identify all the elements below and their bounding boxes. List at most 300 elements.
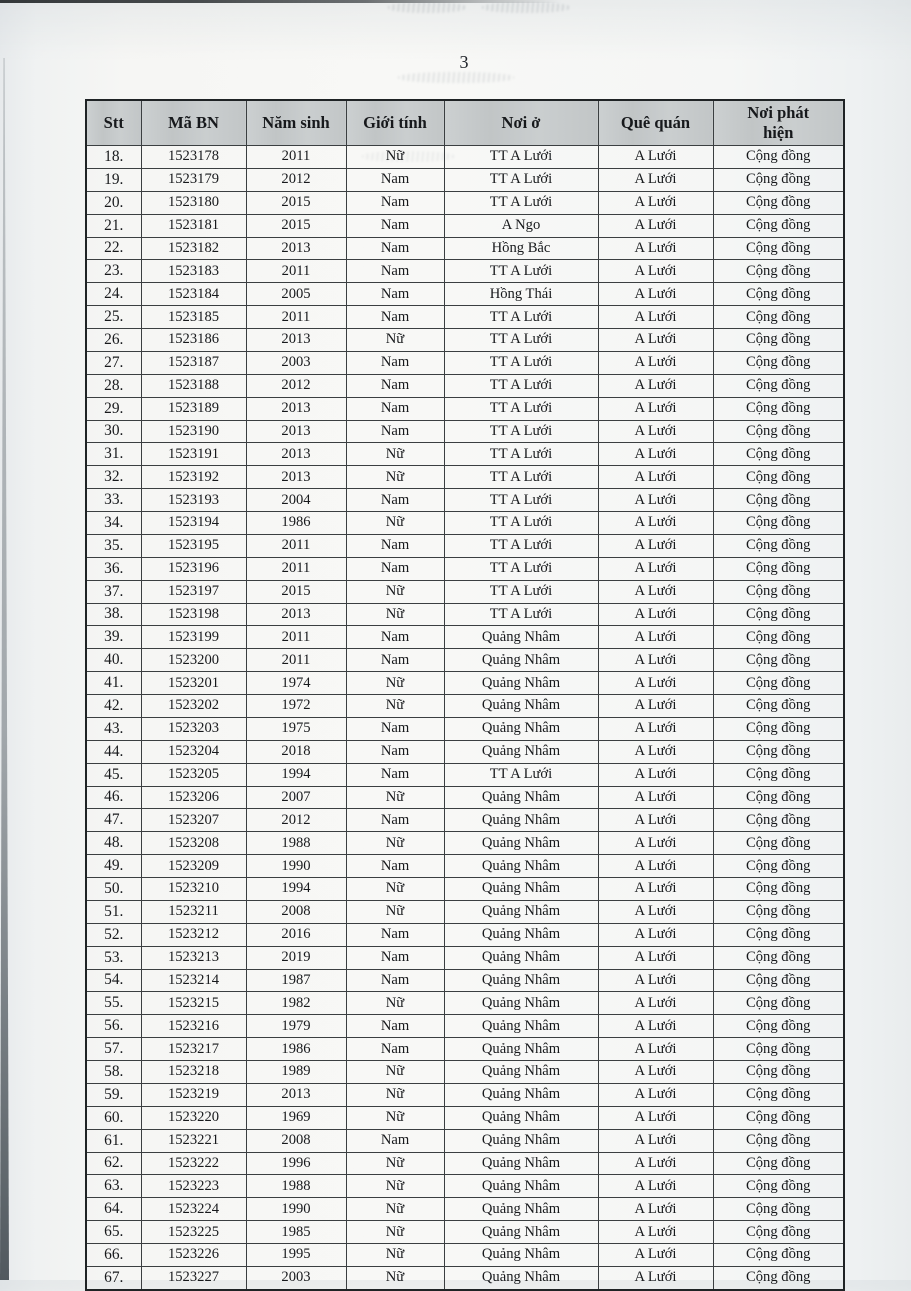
- cell-ma-bn: 1523200: [141, 649, 246, 672]
- cell-que-quan: A Lưới: [598, 260, 713, 283]
- cell-noi-phat-hien: Cộng đồng: [713, 534, 844, 557]
- cell-noi-phat-hien: Cộng đồng: [713, 489, 844, 512]
- cell-stt: 30.: [86, 420, 141, 443]
- cell-ma-bn: 1523195: [141, 534, 246, 557]
- cell-que-quan: A Lưới: [598, 1129, 713, 1152]
- cell-gioi-tinh: Nữ: [346, 1266, 444, 1289]
- cell-noi-o: Quảng Nhâm: [444, 786, 598, 809]
- cell-que-quan: A Lưới: [598, 946, 713, 969]
- cell-noi-phat-hien: Cộng đồng: [713, 649, 844, 672]
- cell-que-quan: A Lưới: [598, 740, 713, 763]
- cell-noi-phat-hien: Cộng đồng: [713, 855, 844, 878]
- cell-que-quan: A Lưới: [598, 329, 713, 352]
- cell-noi-phat-hien: Cộng đồng: [713, 717, 844, 740]
- cell-noi-o: Quảng Nhâm: [444, 900, 598, 923]
- cell-nam-sinh: 2012: [246, 168, 346, 191]
- cell-que-quan: A Lưới: [598, 237, 713, 260]
- cell-nam-sinh: 1988: [246, 1175, 346, 1198]
- cell-que-quan: A Lưới: [598, 512, 713, 535]
- cell-gioi-tinh: Nữ: [346, 1221, 444, 1244]
- cell-noi-o: TT A Lưới: [444, 557, 598, 580]
- cell-gioi-tinh: Nam: [346, 168, 444, 191]
- cell-nam-sinh: 2008: [246, 1129, 346, 1152]
- cell-gioi-tinh: Nam: [346, 420, 444, 443]
- cell-que-quan: A Lưới: [598, 717, 713, 740]
- cell-noi-o: TT A Lưới: [444, 512, 598, 535]
- cell-que-quan: A Lưới: [598, 969, 713, 992]
- table-row: [86, 443, 844, 466]
- cell-que-quan: A Lưới: [598, 603, 713, 626]
- col-header-nam-sinh: Năm sinh: [246, 100, 346, 146]
- cell-stt: 42.: [86, 695, 141, 718]
- cell-que-quan: A Lưới: [598, 832, 713, 855]
- cell-gioi-tinh: Nam: [346, 717, 444, 740]
- cell-noi-o: Quảng Nhâm: [444, 1266, 598, 1289]
- cell-stt: 37.: [86, 580, 141, 603]
- table-row: [86, 923, 844, 946]
- cell-nam-sinh: 2004: [246, 489, 346, 512]
- cell-noi-o: Quảng Nhâm: [444, 946, 598, 969]
- cell-ma-bn: 1523204: [141, 740, 246, 763]
- cell-noi-phat-hien: Cộng đồng: [713, 1015, 844, 1038]
- cell-que-quan: A Lưới: [598, 1015, 713, 1038]
- cell-stt: 63.: [86, 1175, 141, 1198]
- cell-que-quan: A Lưới: [598, 1061, 713, 1084]
- cell-noi-phat-hien: Cộng đồng: [713, 557, 844, 580]
- cell-gioi-tinh: Nam: [346, 214, 444, 237]
- cell-noi-phat-hien: Cộng đồng: [713, 397, 844, 420]
- cell-que-quan: A Lưới: [598, 580, 713, 603]
- cell-gioi-tinh: Nam: [346, 191, 444, 214]
- cell-gioi-tinh: Nữ: [346, 329, 444, 352]
- scan-artifact-top-edge-bar: [0, 0, 562, 3]
- cell-noi-phat-hien: Cộng đồng: [713, 1244, 844, 1267]
- cell-ma-bn: 1523205: [141, 763, 246, 786]
- cell-ma-bn: 1523222: [141, 1152, 246, 1175]
- cell-noi-o: A Ngo: [444, 214, 598, 237]
- cell-que-quan: A Lưới: [598, 443, 713, 466]
- cell-stt: 23.: [86, 260, 141, 283]
- cell-gioi-tinh: Nữ: [346, 900, 444, 923]
- table-row: [86, 1244, 844, 1267]
- cell-stt: 24.: [86, 283, 141, 306]
- cell-que-quan: A Lưới: [598, 992, 713, 1015]
- cell-gioi-tinh: Nam: [346, 237, 444, 260]
- cell-gioi-tinh: Nam: [346, 649, 444, 672]
- cell-stt: 25.: [86, 306, 141, 329]
- cell-que-quan: A Lưới: [598, 557, 713, 580]
- cell-noi-o: Quảng Nhâm: [444, 1221, 598, 1244]
- cell-ma-bn: 1523184: [141, 283, 246, 306]
- col-header-noi-o: Nơi ở: [444, 100, 598, 146]
- cell-stt: 67.: [86, 1266, 141, 1289]
- cell-noi-phat-hien: Cộng đồng: [713, 992, 844, 1015]
- cell-noi-o: TT A Lưới: [444, 351, 598, 374]
- cell-que-quan: A Lưới: [598, 786, 713, 809]
- cell-gioi-tinh: Nữ: [346, 443, 444, 466]
- cell-stt: 46.: [86, 786, 141, 809]
- cell-que-quan: A Lưới: [598, 695, 713, 718]
- cell-que-quan: A Lưới: [598, 351, 713, 374]
- cell-noi-phat-hien: Cộng đồng: [713, 626, 844, 649]
- cell-stt: 21.: [86, 214, 141, 237]
- table-row: [86, 214, 844, 237]
- cell-stt: 27.: [86, 351, 141, 374]
- cell-nam-sinh: 2015: [246, 214, 346, 237]
- table-row: [86, 1198, 844, 1221]
- table-row: [86, 992, 844, 1015]
- cell-noi-phat-hien: Cộng đồng: [713, 969, 844, 992]
- col-header-noi-phat-hien-label: Nơi phát hiện: [747, 102, 810, 142]
- cell-noi-phat-hien: Cộng đồng: [713, 900, 844, 923]
- cell-stt: 49.: [86, 855, 141, 878]
- cell-noi-phat-hien: Cộng đồng: [713, 420, 844, 443]
- cell-noi-phat-hien: Cộng đồng: [713, 878, 844, 901]
- cell-stt: 47.: [86, 809, 141, 832]
- table-row: [86, 946, 844, 969]
- cell-gioi-tinh: Nam: [346, 740, 444, 763]
- cell-noi-o: Quảng Nhâm: [444, 1152, 598, 1175]
- cell-ma-bn: 1523179: [141, 168, 246, 191]
- cell-noi-phat-hien: Cộng đồng: [713, 466, 844, 489]
- cell-noi-phat-hien: Cộng đồng: [713, 1129, 844, 1152]
- cell-gioi-tinh: Nữ: [346, 512, 444, 535]
- cell-nam-sinh: 2012: [246, 374, 346, 397]
- table-row: [86, 717, 844, 740]
- cell-nam-sinh: 2008: [246, 900, 346, 923]
- cell-noi-o: Quảng Nhâm: [444, 1083, 598, 1106]
- cell-stt: 56.: [86, 1015, 141, 1038]
- cell-que-quan: A Lưới: [598, 146, 713, 169]
- cell-gioi-tinh: Nam: [346, 1129, 444, 1152]
- cell-ma-bn: 1523185: [141, 306, 246, 329]
- cell-nam-sinh: 2016: [246, 923, 346, 946]
- cell-stt: 20.: [86, 191, 141, 214]
- cell-stt: 57.: [86, 1038, 141, 1061]
- cell-ma-bn: 1523217: [141, 1038, 246, 1061]
- cell-gioi-tinh: Nữ: [346, 672, 444, 695]
- cell-stt: 44.: [86, 740, 141, 763]
- cell-que-quan: A Lưới: [598, 1175, 713, 1198]
- cell-nam-sinh: 2011: [246, 146, 346, 169]
- cell-que-quan: A Lưới: [598, 1106, 713, 1129]
- cell-ma-bn: 1523209: [141, 855, 246, 878]
- cell-ma-bn: 1523220: [141, 1106, 246, 1129]
- cell-stt: 41.: [86, 672, 141, 695]
- cell-ma-bn: 1523202: [141, 695, 246, 718]
- cell-nam-sinh: 1986: [246, 512, 346, 535]
- cell-que-quan: A Lưới: [598, 900, 713, 923]
- cell-ma-bn: 1523227: [141, 1266, 246, 1289]
- table-row: [86, 855, 844, 878]
- cell-nam-sinh: 1987: [246, 969, 346, 992]
- cell-stt: 58.: [86, 1061, 141, 1084]
- cell-noi-phat-hien: Cộng đồng: [713, 443, 844, 466]
- cell-ma-bn: 1523192: [141, 466, 246, 489]
- cell-noi-phat-hien: Cộng đồng: [713, 214, 844, 237]
- cell-ma-bn: 1523223: [141, 1175, 246, 1198]
- table-row: [86, 1221, 844, 1244]
- cell-noi-o: Quảng Nhâm: [444, 695, 598, 718]
- cell-gioi-tinh: Nam: [346, 1038, 444, 1061]
- cell-nam-sinh: 2013: [246, 237, 346, 260]
- cell-noi-phat-hien: Cộng đồng: [713, 580, 844, 603]
- cell-stt: 45.: [86, 763, 141, 786]
- cell-nam-sinh: 1989: [246, 1061, 346, 1084]
- cell-noi-o: Quảng Nhâm: [444, 1198, 598, 1221]
- cell-noi-phat-hien: Cộng đồng: [713, 260, 844, 283]
- cell-stt: 32.: [86, 466, 141, 489]
- cell-nam-sinh: 2011: [246, 649, 346, 672]
- scan-artifact-smudge: [482, 2, 570, 13]
- cell-noi-phat-hien: Cộng đồng: [713, 1061, 844, 1084]
- cell-noi-phat-hien: Cộng đồng: [713, 1221, 844, 1244]
- cell-que-quan: A Lưới: [598, 168, 713, 191]
- cell-nam-sinh: 2015: [246, 191, 346, 214]
- cell-nam-sinh: 2018: [246, 740, 346, 763]
- cell-noi-o: TT A Lưới: [444, 489, 598, 512]
- cell-stt: 59.: [86, 1083, 141, 1106]
- cell-stt: 35.: [86, 534, 141, 557]
- cell-noi-o: Quảng Nhâm: [444, 626, 598, 649]
- col-header-que-quan: Quê quán: [598, 100, 713, 146]
- cell-nam-sinh: 2003: [246, 1266, 346, 1289]
- cell-noi-phat-hien: Cộng đồng: [713, 923, 844, 946]
- table-row: [86, 329, 844, 352]
- cell-noi-phat-hien: Cộng đồng: [713, 1198, 844, 1221]
- table-row: [86, 832, 844, 855]
- table-row: [86, 191, 844, 214]
- table-row: [86, 1129, 844, 1152]
- cell-stt: 53.: [86, 946, 141, 969]
- cell-noi-phat-hien: Cộng đồng: [713, 763, 844, 786]
- cell-noi-o: Quảng Nhâm: [444, 878, 598, 901]
- cell-que-quan: A Lưới: [598, 283, 713, 306]
- cell-stt: 36.: [86, 557, 141, 580]
- cell-stt: 28.: [86, 374, 141, 397]
- cell-gioi-tinh: Nữ: [346, 1083, 444, 1106]
- cell-que-quan: A Lưới: [598, 1198, 713, 1221]
- cell-nam-sinh: 2012: [246, 809, 346, 832]
- cell-noi-phat-hien: Cộng đồng: [713, 237, 844, 260]
- cell-noi-o: Hồng Bắc: [444, 237, 598, 260]
- cell-que-quan: A Lưới: [598, 855, 713, 878]
- cell-nam-sinh: 1990: [246, 855, 346, 878]
- cell-noi-phat-hien: Cộng đồng: [713, 1175, 844, 1198]
- table-row: [86, 512, 844, 535]
- cell-stt: 64.: [86, 1198, 141, 1221]
- cell-noi-phat-hien: Cộng đồng: [713, 1266, 844, 1289]
- cell-que-quan: A Lưới: [598, 191, 713, 214]
- cell-gioi-tinh: Nam: [346, 351, 444, 374]
- cell-noi-phat-hien: Cộng đồng: [713, 946, 844, 969]
- cell-stt: 34.: [86, 512, 141, 535]
- cell-ma-bn: 1523214: [141, 969, 246, 992]
- cell-ma-bn: 1523182: [141, 237, 246, 260]
- cell-nam-sinh: 1979: [246, 1015, 346, 1038]
- scan-artifact-smudge: [398, 72, 514, 83]
- table-row: [86, 786, 844, 809]
- cell-nam-sinh: 1995: [246, 1244, 346, 1267]
- cell-noi-o: TT A Lưới: [444, 603, 598, 626]
- cell-noi-o: Quảng Nhâm: [444, 1129, 598, 1152]
- table-row: [86, 420, 844, 443]
- cell-que-quan: A Lưới: [598, 306, 713, 329]
- table-row: [86, 374, 844, 397]
- cell-stt: 50.: [86, 878, 141, 901]
- scan-artifact-smudge: [388, 2, 466, 13]
- cell-gioi-tinh: Nữ: [346, 580, 444, 603]
- table-row: [86, 969, 844, 992]
- table-row: [86, 146, 844, 169]
- table-row: [86, 168, 844, 191]
- table-row: [86, 397, 844, 420]
- cell-que-quan: A Lưới: [598, 466, 713, 489]
- cell-ma-bn: 1523194: [141, 512, 246, 535]
- cell-ma-bn: 1523216: [141, 1015, 246, 1038]
- cell-gioi-tinh: Nữ: [346, 1106, 444, 1129]
- cell-noi-o: TT A Lưới: [444, 306, 598, 329]
- cell-nam-sinh: 2013: [246, 1083, 346, 1106]
- cell-stt: 54.: [86, 969, 141, 992]
- table-row: [86, 1038, 844, 1061]
- cell-nam-sinh: 1994: [246, 763, 346, 786]
- table-row: [86, 489, 844, 512]
- cell-ma-bn: 1523206: [141, 786, 246, 809]
- cell-nam-sinh: 2003: [246, 351, 346, 374]
- cell-ma-bn: 1523218: [141, 1061, 246, 1084]
- cell-noi-o: Quảng Nhâm: [444, 1015, 598, 1038]
- cell-noi-phat-hien: Cộng đồng: [713, 1106, 844, 1129]
- cell-stt: 26.: [86, 329, 141, 352]
- cell-que-quan: A Lưới: [598, 763, 713, 786]
- cell-ma-bn: 1523219: [141, 1083, 246, 1106]
- cell-gioi-tinh: Nam: [346, 809, 444, 832]
- cell-noi-o: Quảng Nhâm: [444, 1038, 598, 1061]
- page-number: 3: [459, 52, 469, 72]
- cell-noi-phat-hien: Cộng đồng: [713, 740, 844, 763]
- cell-stt: 29.: [86, 397, 141, 420]
- cell-nam-sinh: 1988: [246, 832, 346, 855]
- table-row: [86, 580, 844, 603]
- cell-que-quan: A Lưới: [598, 1244, 713, 1267]
- cell-noi-o: TT A Lưới: [444, 146, 598, 169]
- cell-nam-sinh: 2011: [246, 626, 346, 649]
- cell-stt: 51.: [86, 900, 141, 923]
- cell-stt: 61.: [86, 1129, 141, 1152]
- cell-noi-o: TT A Lưới: [444, 443, 598, 466]
- cell-nam-sinh: 2013: [246, 329, 346, 352]
- cell-que-quan: A Lưới: [598, 374, 713, 397]
- cell-gioi-tinh: Nam: [346, 374, 444, 397]
- cell-gioi-tinh: Nữ: [346, 146, 444, 169]
- cell-noi-o: Quảng Nhâm: [444, 832, 598, 855]
- cell-que-quan: A Lưới: [598, 1152, 713, 1175]
- table-row: [86, 466, 844, 489]
- cell-que-quan: A Lưới: [598, 672, 713, 695]
- cell-nam-sinh: 1974: [246, 672, 346, 695]
- cell-gioi-tinh: Nữ: [346, 832, 444, 855]
- cell-noi-phat-hien: Cộng đồng: [713, 168, 844, 191]
- cell-gioi-tinh: Nữ: [346, 466, 444, 489]
- cell-nam-sinh: 2011: [246, 260, 346, 283]
- cell-nam-sinh: 2011: [246, 306, 346, 329]
- cell-noi-phat-hien: Cộng đồng: [713, 306, 844, 329]
- cell-noi-phat-hien: Cộng đồng: [713, 351, 844, 374]
- cell-ma-bn: 1523190: [141, 420, 246, 443]
- cell-nam-sinh: 2013: [246, 466, 346, 489]
- cell-que-quan: A Lưới: [598, 878, 713, 901]
- cell-noi-phat-hien: Cộng đồng: [713, 809, 844, 832]
- table-row: [86, 649, 844, 672]
- table-row: [86, 1266, 844, 1289]
- table-row: [86, 1083, 844, 1106]
- cell-noi-phat-hien: Cộng đồng: [713, 603, 844, 626]
- cell-gioi-tinh: Nữ: [346, 1061, 444, 1084]
- cell-stt: 60.: [86, 1106, 141, 1129]
- cell-noi-o: Quảng Nhâm: [444, 992, 598, 1015]
- cell-noi-o: Quảng Nhâm: [444, 809, 598, 832]
- table-row: [86, 809, 844, 832]
- cell-ma-bn: 1523207: [141, 809, 246, 832]
- cell-gioi-tinh: Nữ: [346, 992, 444, 1015]
- cell-nam-sinh: 2019: [246, 946, 346, 969]
- cell-stt: 19.: [86, 168, 141, 191]
- cell-nam-sinh: 2013: [246, 603, 346, 626]
- cell-nam-sinh: 2011: [246, 557, 346, 580]
- cell-gioi-tinh: Nam: [346, 969, 444, 992]
- cell-gioi-tinh: Nam: [346, 397, 444, 420]
- cell-que-quan: A Lưới: [598, 1266, 713, 1289]
- cell-stt: 38.: [86, 603, 141, 626]
- cell-stt: 31.: [86, 443, 141, 466]
- col-header-noi-phat-hien: [713, 100, 844, 146]
- table-row: [86, 900, 844, 923]
- table-row: [86, 237, 844, 260]
- cell-que-quan: A Lưới: [598, 1221, 713, 1244]
- cell-que-quan: A Lưới: [598, 923, 713, 946]
- cell-noi-o: Quảng Nhâm: [444, 649, 598, 672]
- cell-que-quan: A Lưới: [598, 809, 713, 832]
- cell-ma-bn: 1523208: [141, 832, 246, 855]
- table-row: [86, 557, 844, 580]
- table-row: [86, 1106, 844, 1129]
- cell-noi-o: TT A Lưới: [444, 534, 598, 557]
- cell-noi-o: TT A Lưới: [444, 763, 598, 786]
- cell-nam-sinh: 2011: [246, 534, 346, 557]
- cell-noi-o: TT A Lưới: [444, 329, 598, 352]
- scan-artifact-left-edge-shadow: [0, 58, 9, 1280]
- cell-noi-phat-hien: Cộng đồng: [713, 695, 844, 718]
- table-row: [86, 626, 844, 649]
- table-row: [86, 763, 844, 786]
- cell-noi-phat-hien: Cộng đồng: [713, 1038, 844, 1061]
- cell-noi-o: TT A Lưới: [444, 420, 598, 443]
- cell-gioi-tinh: Nữ: [346, 603, 444, 626]
- cell-gioi-tinh: Nữ: [346, 1175, 444, 1198]
- patient-list-table: [85, 99, 845, 1291]
- cell-stt: 62.: [86, 1152, 141, 1175]
- cell-que-quan: A Lưới: [598, 626, 713, 649]
- cell-gioi-tinh: Nam: [346, 306, 444, 329]
- cell-noi-o: Quảng Nhâm: [444, 1106, 598, 1129]
- table-row: [86, 1175, 844, 1198]
- cell-gioi-tinh: Nữ: [346, 1244, 444, 1267]
- cell-gioi-tinh: Nữ: [346, 1198, 444, 1221]
- table-row: [86, 1061, 844, 1084]
- cell-ma-bn: 1523201: [141, 672, 246, 695]
- cell-ma-bn: 1523193: [141, 489, 246, 512]
